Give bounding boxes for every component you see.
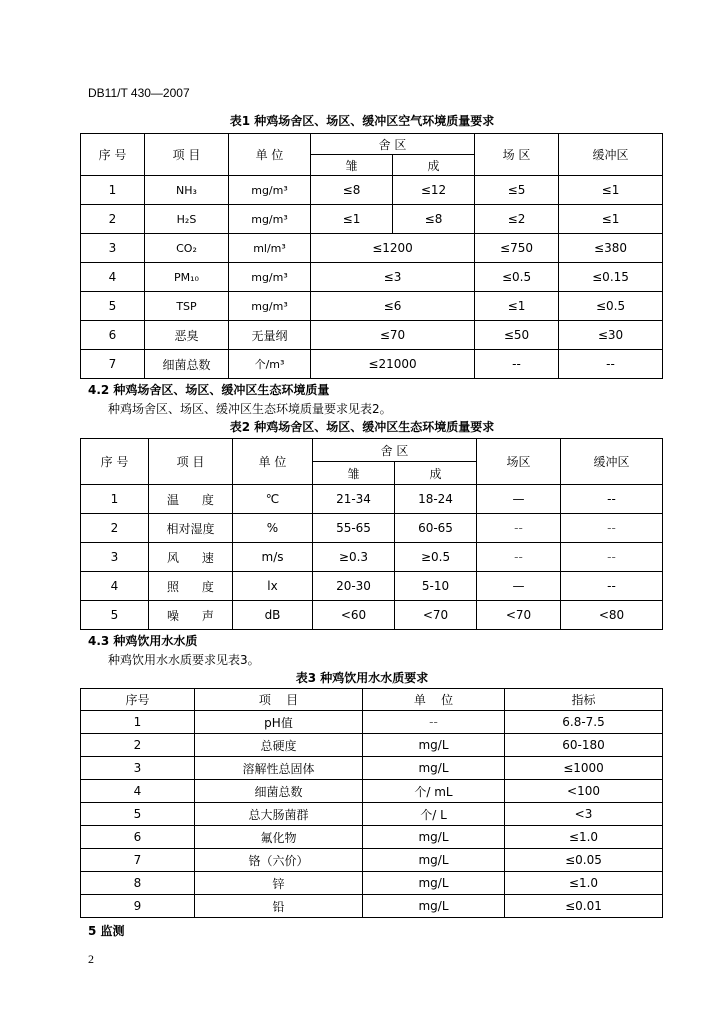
table2-header-field: 场区 — [477, 439, 561, 485]
cell-chick: 20-30 — [313, 572, 395, 601]
cell-index: ≤1.0 — [505, 826, 663, 849]
cell-no: 8 — [81, 872, 195, 895]
cell-unit: mg/L — [363, 849, 505, 872]
table-row — [81, 872, 663, 895]
cell-group-merged: ≤21000 — [311, 350, 475, 379]
table3-header-index: 指标 — [505, 689, 663, 711]
table-row — [81, 711, 663, 734]
table3-header-unit: 单 位 — [363, 689, 505, 711]
cell-no: 5 — [81, 292, 145, 321]
table-row — [81, 757, 663, 780]
section-5-title: 5 监测 — [88, 924, 125, 938]
cell-item: CO₂ — [145, 234, 229, 263]
cell-item: 总大肠菌群 — [195, 803, 363, 826]
table1-header-buffer: 缓冲区 — [559, 134, 663, 176]
cell-unit: mg/L — [363, 734, 505, 757]
cell-index: ≤0.01 — [505, 895, 663, 918]
cell-chick: ≤1 — [311, 205, 393, 234]
cell-index: ≤1.0 — [505, 872, 663, 895]
section-4-3-title: 4.3 种鸡饮用水水质 — [88, 634, 198, 648]
cell-unit: mg/m³ — [229, 263, 311, 292]
table-row — [81, 601, 663, 630]
cell-adult: 18-24 — [395, 485, 477, 514]
cell-unit: ml/m³ — [229, 234, 311, 263]
table2-header-no: 序 号 — [81, 439, 149, 485]
cell-adult: ≤12 — [393, 176, 475, 205]
cell-item: 温 度 — [149, 485, 233, 514]
cell-unit: 个/m³ — [229, 350, 311, 379]
cell-field: -- — [477, 543, 561, 572]
table-row — [81, 543, 663, 572]
table3-caption: 表3 种鸡饮用水水质要求 — [295, 671, 429, 685]
cell-chick: <60 — [313, 601, 395, 630]
cell-item: 总硬度 — [195, 734, 363, 757]
table1-header-adult: 成 — [393, 155, 475, 176]
cell-no: 5 — [81, 601, 149, 630]
cell-field: ≤750 — [475, 234, 559, 263]
cell-adult: <70 — [395, 601, 477, 630]
cell-unit: mg/m³ — [229, 176, 311, 205]
table2-header-chick: 雏 — [313, 462, 395, 485]
cell-chick: ≥0.3 — [313, 543, 395, 572]
table-row — [81, 514, 663, 543]
cell-group-merged: ≤6 — [311, 292, 475, 321]
cell-no: 1 — [81, 176, 145, 205]
cell-buffer: ≤30 — [559, 321, 663, 350]
table2-header-group: 舍 区 — [313, 439, 477, 462]
table1-header-chick: 雏 — [311, 155, 393, 176]
cell-index: 6.8-7.5 — [505, 711, 663, 734]
cell-index: ≤1000 — [505, 757, 663, 780]
cell-buffer: <80 — [561, 601, 663, 630]
cell-buffer: -- — [561, 543, 663, 572]
cell-no: 6 — [81, 826, 195, 849]
cell-buffer: ≤1 — [559, 176, 663, 205]
table-row — [81, 803, 663, 826]
cell-item: 锌 — [195, 872, 363, 895]
table-row — [81, 485, 663, 514]
table-row — [81, 895, 663, 918]
cell-index: <100 — [505, 780, 663, 803]
table2-header-adult: 成 — [395, 462, 477, 485]
cell-item: pH值 — [195, 711, 363, 734]
table1-header-no: 序 号 — [81, 134, 145, 176]
cell-buffer: ≤380 — [559, 234, 663, 263]
table2-caption: 表2 种鸡场舍区、场区、缓冲区生态环境质量要求 — [229, 420, 495, 434]
cell-group-merged: ≤70 — [311, 321, 475, 350]
cell-no: 2 — [81, 205, 145, 234]
cell-field: ≤1 — [475, 292, 559, 321]
cell-no: 5 — [81, 803, 195, 826]
cell-item: 细菌总数 — [145, 350, 229, 379]
cell-unit: ℃ — [233, 485, 313, 514]
cell-index: 60-180 — [505, 734, 663, 757]
cell-no: 4 — [81, 780, 195, 803]
cell-group-merged: ≤1200 — [311, 234, 475, 263]
cell-item: 铬（六价） — [195, 849, 363, 872]
cell-no: 7 — [81, 350, 145, 379]
cell-adult: ≥0.5 — [395, 543, 477, 572]
cell-item: 照 度 — [149, 572, 233, 601]
table-row — [81, 826, 663, 849]
table-row — [81, 292, 663, 321]
cell-unit: -- — [363, 711, 505, 734]
cell-field: ≤50 — [475, 321, 559, 350]
cell-field: -- — [477, 514, 561, 543]
table-row — [81, 263, 663, 292]
cell-chick: 21-34 — [313, 485, 395, 514]
cell-item: TSP — [145, 292, 229, 321]
table1-header-item: 项 目 — [145, 134, 229, 176]
cell-adult: 5-10 — [395, 572, 477, 601]
cell-unit: m/s — [233, 543, 313, 572]
cell-chick: 55-65 — [313, 514, 395, 543]
cell-buffer: -- — [559, 350, 663, 379]
cell-item: 风 速 — [149, 543, 233, 572]
cell-no: 3 — [81, 234, 145, 263]
cell-field: ≤0.5 — [475, 263, 559, 292]
cell-chick: ≤8 — [311, 176, 393, 205]
cell-field: ≤5 — [475, 176, 559, 205]
cell-field: — — [477, 485, 561, 514]
table1-header-group: 舍 区 — [311, 134, 475, 155]
cell-no: 6 — [81, 321, 145, 350]
table2-header-buffer: 缓冲区 — [561, 439, 663, 485]
table-row — [81, 849, 663, 872]
table1-caption: 表1 种鸡场舍区、场区、缓冲区空气环境质量要求 — [229, 114, 495, 128]
cell-unit: 无量纲 — [229, 321, 311, 350]
table-row — [81, 572, 663, 601]
cell-no: 4 — [81, 263, 145, 292]
table1-header-unit: 单 位 — [229, 134, 311, 176]
table3 — [80, 688, 663, 918]
cell-buffer: ≤0.15 — [559, 263, 663, 292]
table3-header-item: 项 目 — [195, 689, 363, 711]
cell-buffer: -- — [561, 485, 663, 514]
cell-buffer: -- — [561, 572, 663, 601]
table-row — [81, 205, 663, 234]
cell-item: 氟化物 — [195, 826, 363, 849]
cell-item: NH₃ — [145, 176, 229, 205]
cell-no: 9 — [81, 895, 195, 918]
cell-item: 细菌总数 — [195, 780, 363, 803]
table-row — [81, 350, 663, 379]
cell-no: 1 — [81, 711, 195, 734]
cell-unit: dB — [233, 601, 313, 630]
table-row — [81, 321, 663, 350]
page-number: 2 — [88, 952, 94, 966]
cell-no: 2 — [81, 734, 195, 757]
cell-unit: mg/L — [363, 826, 505, 849]
cell-item: PM₁₀ — [145, 263, 229, 292]
cell-field: — — [477, 572, 561, 601]
cell-unit: lx — [233, 572, 313, 601]
cell-index: ≤0.05 — [505, 849, 663, 872]
cell-item: H₂S — [145, 205, 229, 234]
cell-no: 2 — [81, 514, 149, 543]
cell-adult: ≤8 — [393, 205, 475, 234]
table1 — [80, 133, 663, 379]
cell-field: -- — [475, 350, 559, 379]
cell-group-merged: ≤3 — [311, 263, 475, 292]
cell-item: 相对湿度 — [149, 514, 233, 543]
cell-adult: 60-65 — [395, 514, 477, 543]
section-4-3-text: 种鸡饮用水水质要求见表3。 — [108, 653, 260, 667]
cell-no: 1 — [81, 485, 149, 514]
cell-unit: 个/ L — [363, 803, 505, 826]
cell-no: 4 — [81, 572, 149, 601]
cell-unit: mg/L — [363, 895, 505, 918]
cell-unit: 个/ mL — [363, 780, 505, 803]
cell-unit: % — [233, 514, 313, 543]
document-code: DB11/T 430—2007 — [88, 86, 190, 100]
table1-header-field: 场 区 — [475, 134, 559, 176]
table2-header-unit: 单 位 — [233, 439, 313, 485]
section-4-2-title: 4.2 种鸡场舍区、场区、缓冲区生态环境质量 — [88, 383, 330, 397]
table2 — [80, 438, 663, 630]
cell-unit: mg/L — [363, 872, 505, 895]
cell-item: 铅 — [195, 895, 363, 918]
cell-index: <3 — [505, 803, 663, 826]
table3-header-no: 序号 — [81, 689, 195, 711]
cell-no: 3 — [81, 543, 149, 572]
cell-unit: mg/m³ — [229, 292, 311, 321]
section-4-2-text: 种鸡场舍区、场区、缓冲区生态环境质量要求见表2。 — [108, 402, 392, 416]
cell-no: 7 — [81, 849, 195, 872]
table-row — [81, 234, 663, 263]
table-row — [81, 176, 663, 205]
table-row — [81, 780, 663, 803]
cell-item: 噪 声 — [149, 601, 233, 630]
table2-header-item: 项 目 — [149, 439, 233, 485]
cell-field: <70 — [477, 601, 561, 630]
cell-buffer: ≤1 — [559, 205, 663, 234]
cell-unit: mg/L — [363, 757, 505, 780]
cell-field: ≤2 — [475, 205, 559, 234]
cell-buffer: ≤0.5 — [559, 292, 663, 321]
cell-buffer: -- — [561, 514, 663, 543]
cell-item: 恶臭 — [145, 321, 229, 350]
cell-unit: mg/m³ — [229, 205, 311, 234]
cell-item: 溶解性总固体 — [195, 757, 363, 780]
cell-no: 3 — [81, 757, 195, 780]
table-row — [81, 734, 663, 757]
